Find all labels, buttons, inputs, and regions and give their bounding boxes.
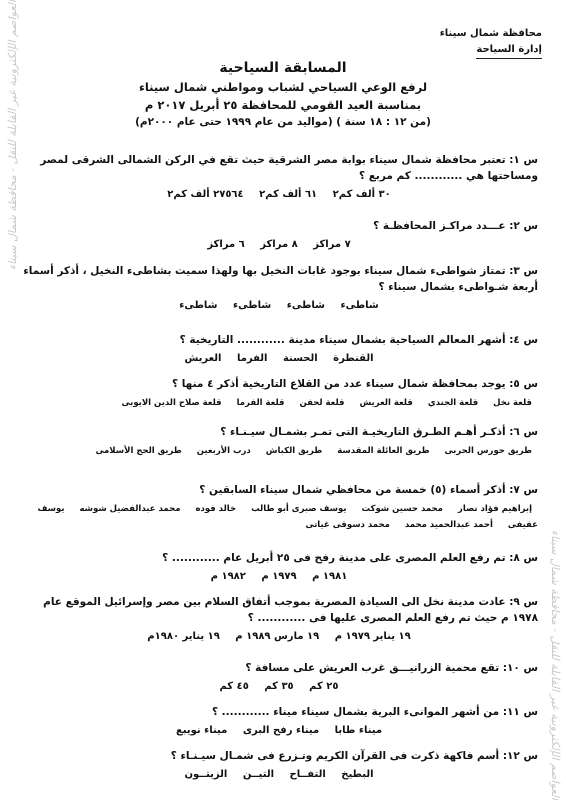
answer-options: [20, 298, 538, 314]
question-text: أسم فاكهة ذكرت فى القرآن الكريم وتـزرع فى شمـال سيـنـاء ؟: [170, 750, 500, 762]
question-number: س ٦:: [509, 426, 538, 438]
answer-option: ٤٥ كم: [219, 681, 249, 692]
answer-option: طريق الحج الأسلامى: [95, 446, 182, 456]
watermark-left: العواصم الإلكترونية غير القابلة للنقل - محافظة شمال سيناء: [6, 0, 19, 271]
question-number: س ١١:: [502, 706, 538, 718]
answer-option: ٧ مراكز: [313, 239, 351, 250]
question-number: س ٥:: [509, 378, 538, 390]
watermark-right: العواصم الإلكترونية غير القابلة للنقل - محافظة شمال سيناء: [549, 529, 562, 800]
answer-option: ميناء طابا: [334, 725, 383, 736]
answer-option: ٦ مراكز: [207, 239, 245, 250]
answer-options: [20, 443, 538, 459]
question-text: عادت مدينة نخل الى السيادة المصرية بموجب أتفاق السلام بين مصر وإسرائيل الموقع عام ١٩٧٨ م حيث تم رفع العلم المصرى عليها فى ............ ؟: [43, 596, 538, 624]
subtitle-1: لرفع الوعي السياحي لشباب ومواطني شمال سيناء: [138, 80, 428, 94]
answer-options: [20, 767, 538, 783]
answer-option: ٨ مراكز: [260, 239, 298, 250]
answer-option: ٢٥ كم: [309, 681, 339, 692]
question-7: [20, 482, 538, 533]
header-department: إدارة السياحة: [476, 42, 542, 59]
question-11: [20, 704, 538, 739]
question-number: س ٢:: [509, 220, 538, 232]
answer-options: [20, 629, 538, 645]
question-1: [20, 152, 538, 203]
question-number: س ١٠:: [502, 662, 538, 674]
subtitle-2: بمناسبة العيد القومي للمحافظة ٢٥ أبريل ٢٠١٧ م: [144, 98, 422, 112]
title-block: [40, 60, 526, 128]
question-number: س ٣:: [509, 265, 538, 277]
answer-option: قلعة نخل: [493, 398, 532, 408]
answer-option: الفرما: [236, 353, 268, 364]
question-4: [20, 332, 538, 367]
answer-options: [20, 501, 538, 533]
answer-options: [20, 351, 538, 367]
question-text: أشهر المعالم السياحية بشمال سيناء مدينة ............ التاريخية ؟: [179, 334, 506, 346]
answer-option: قلعة الجندي: [427, 398, 479, 408]
answer-option: خالد فوده: [195, 504, 237, 514]
question-text: أذكر أسماء (٥) خمسة من محافظي شمال سيناء السابقين ؟: [199, 484, 506, 496]
question-text: من أشهر الموانىء البرية بشمال سيناء ميناء ............ ؟: [211, 706, 500, 718]
answer-option: ميناء رفح البرى: [242, 725, 320, 736]
answer-option: ١٩٧٩ م: [261, 571, 297, 582]
page-title: المسابقة السياحية: [219, 60, 347, 76]
answer-option: البطيخ: [341, 769, 374, 780]
question-number: س ٨:: [509, 552, 538, 564]
answer-option: محمد دسوقى غياتى: [305, 520, 390, 530]
answer-option: ٦١ ألف كم٢: [259, 189, 318, 200]
answer-option: درب الأربعين: [196, 446, 251, 456]
answer-option: ١٩ يناير ١٩٨٠م: [147, 631, 220, 642]
answer-option: ١٩ مارس ١٩٨٩ م: [235, 631, 320, 642]
question-6: [20, 424, 538, 459]
question-text: عـــدد مراكـز المحافظـة ؟: [373, 220, 506, 232]
answer-option: قلعة الفرما: [236, 398, 285, 408]
answer-options: [20, 723, 538, 739]
answer-option: قلعة العريش: [359, 398, 413, 408]
question-number: س ٤:: [509, 334, 538, 346]
header-governorate: محافظة شمال سيناء: [439, 28, 542, 39]
answer-option: طريق الكباش: [265, 446, 323, 456]
answer-option: قلعة صلاح الدين الايوبى: [121, 398, 222, 408]
answer-option: شاطىء: [179, 300, 218, 311]
question-number: س ٧:: [509, 484, 538, 496]
answer-option: ميناء نويبع: [175, 725, 228, 736]
answer-option: شاطىء: [340, 300, 379, 311]
answer-option: محمد عبدالفضيل شوشه: [79, 504, 181, 514]
question-number: س ١:: [509, 154, 538, 166]
answer-option: أحمد عبدالحميد محمد: [404, 520, 493, 530]
question-12: [20, 748, 538, 783]
answer-options: [20, 237, 538, 253]
answer-option: ١٩٨٢ م: [210, 571, 246, 582]
question-text: تعتبر محافظة شمال سيناء بوابة مصر الشرقية حيث تقع في الركن الشمالى الشرقى لمصر ومساحتها هي ............ كم مربع ؟: [40, 154, 538, 182]
question-text: تمتاز شواطىء شمال سيناء بوجود غابات النخيل بها ولهذا سميت بشاطىء النخيل ، أذكر أسماء أربعة شـواطىء بشمال سيناء ؟: [23, 265, 538, 293]
question-number: س ١٢:: [502, 750, 538, 762]
question-2: [20, 218, 538, 253]
answer-option: الحسنة: [282, 353, 318, 364]
answer-option: محمد حسين شوكت: [361, 504, 443, 514]
answer-option: العريش: [184, 353, 222, 364]
answer-option: طريق العائلة المقدسة: [337, 446, 430, 456]
answer-option: شاطىء: [233, 300, 272, 311]
answer-option: شاطىء: [286, 300, 325, 311]
answer-option: القنطرة: [333, 353, 374, 364]
answer-option: ٣٥ كم: [264, 681, 294, 692]
answer-option: التفــاح: [289, 769, 326, 780]
answer-option: قلعة لحفن: [299, 398, 345, 408]
answer-options: [20, 569, 538, 585]
answer-option: ١٩ يناير ١٩٧٩ م: [334, 631, 411, 642]
answer-options: [20, 395, 538, 411]
question-text: أذكـر أهـم الطـرق التاريخيـة التى تمـر بشمـال سيـنـاء ؟: [220, 426, 506, 438]
question-8: [20, 550, 538, 585]
question-text: تقع محمية الزرانيـــق غرب العريش على مسافة ؟: [245, 662, 500, 674]
answer-options: [20, 679, 538, 695]
subtitle-3: (من ١٢ : ١٨ سنة ) (مواليد من عام ١٩٩٩ حتى عام ٢٠٠٠م): [135, 116, 431, 128]
question-text: يوجد بمحافظة شمال سيناء عدد من القلاع التاريخية أذكر ٤ منها ؟: [171, 378, 506, 390]
question-number: س ٩:: [509, 596, 538, 608]
answer-option: يوسف صبرى أبو طالب: [251, 504, 347, 514]
answer-option: إبراهيم فؤاد نصار: [457, 504, 532, 514]
answer-option: التيــن: [242, 769, 275, 780]
question-text: تم رفع العلم المصرى على مدينة رفح فى ٢٥ أبريل عام ............ ؟: [162, 552, 506, 564]
header-block: [440, 26, 542, 59]
answer-option: الزيتــون: [184, 769, 228, 780]
question-5: [20, 376, 538, 411]
answer-option: يوسف عفيفى: [37, 504, 538, 530]
answer-options: [20, 187, 538, 203]
answer-option: طريق حورس الحربى: [444, 446, 532, 456]
answer-option: ١٩٨١ م: [312, 571, 348, 582]
answer-option: ٢٧٥٦٤ ألف كم٢: [167, 189, 244, 200]
question-3: [20, 263, 538, 314]
question-10: [20, 660, 538, 695]
answer-option: ٣٠ ألف كم٢: [332, 189, 391, 200]
question-9: [20, 594, 538, 645]
